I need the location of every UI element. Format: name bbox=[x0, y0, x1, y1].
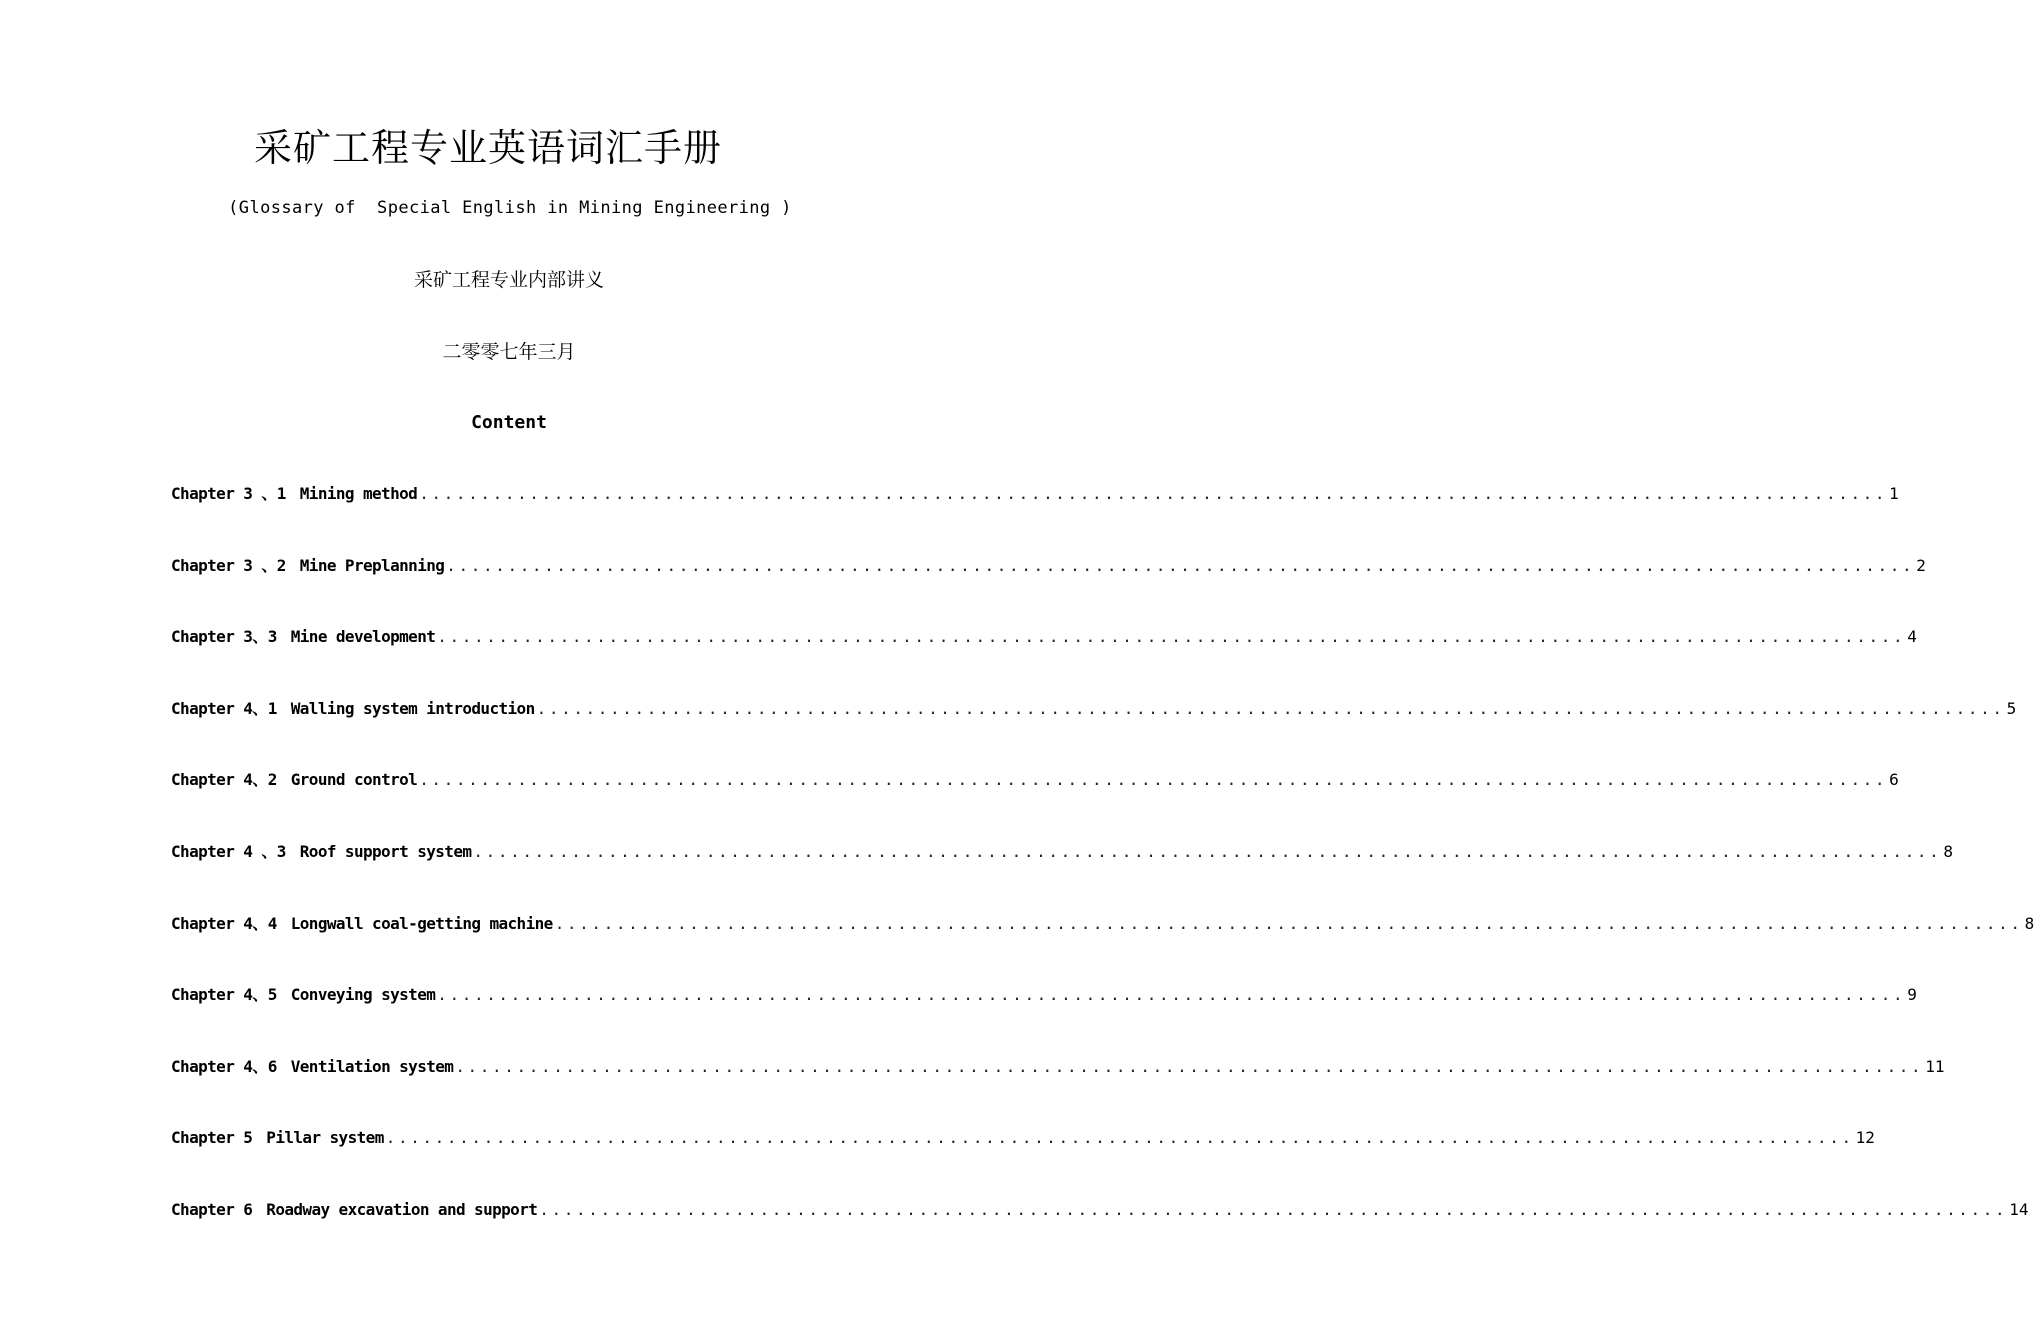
toc-page-number: 5 bbox=[2006, 698, 2017, 718]
toc-chapter-number: Chapter 4、2 bbox=[171, 770, 277, 790]
toc-chapter-title: Conveying system bbox=[290, 985, 436, 1005]
toc-dot-leader: ........................................................................................................................ bbox=[419, 770, 1888, 790]
toc-entry[interactable] bbox=[171, 767, 1899, 839]
english-subtitle: (Glossary of Special English in Mining Engineering ) bbox=[228, 198, 792, 218]
toc-entry[interactable] bbox=[171, 1125, 1875, 1197]
toc-chapter-title: Roof support system bbox=[299, 841, 472, 861]
toc-chapter-number: Chapter 4、1 bbox=[171, 698, 277, 718]
toc-entry[interactable] bbox=[171, 1197, 2029, 1269]
toc-dot-leader: ........................................................................................................................ bbox=[536, 698, 2005, 718]
toc-dot-leader: ........................................................................................................................ bbox=[437, 985, 1906, 1005]
toc-chapter-title: Mine development bbox=[290, 627, 436, 647]
chinese-subtitle: 采矿工程专业内部讲义 bbox=[413, 269, 604, 291]
toc-page-number: 6 bbox=[1889, 770, 1899, 790]
toc-chapter-number: Chapter 4、6 bbox=[171, 1056, 277, 1076]
toc-entry[interactable] bbox=[171, 839, 1953, 911]
toc-chapter-title: Pillar system bbox=[266, 1128, 384, 1148]
toc-chapter-number: Chapter 5 bbox=[171, 1128, 253, 1148]
toc-chapter-title: Mining method bbox=[299, 484, 418, 503]
toc-page-number: 8 bbox=[1943, 841, 1953, 861]
toc-chapter-title: Longwall coal-getting machine bbox=[290, 913, 553, 933]
toc-chapter-number: Chapter 3 、2 bbox=[171, 555, 286, 575]
document-title: 采矿工程专业英语词汇手册 bbox=[253, 126, 722, 170]
toc-entry[interactable] bbox=[171, 1054, 1945, 1126]
toc-dot-leader: ........................................................................................................................ bbox=[385, 1128, 1854, 1148]
toc-chapter-title: Roadway excavation and support bbox=[266, 1199, 538, 1219]
document-date: 二零零七年三月 bbox=[442, 341, 576, 363]
toc-page-number: 2 bbox=[1916, 555, 1926, 575]
toc-chapter-number: Chapter 3、3 bbox=[171, 627, 277, 647]
toc-page-number: 8 bbox=[2024, 913, 2034, 933]
table-of-contents-heading: Content bbox=[471, 412, 547, 433]
toc-dot-leader: ........................................................................................................................ bbox=[446, 555, 1915, 575]
toc-chapter-number: Chapter 3 、1 bbox=[171, 484, 286, 503]
toc-page-number: 9 bbox=[1907, 985, 1917, 1005]
toc-chapter-title: Ventilation system bbox=[290, 1056, 454, 1076]
toc-entry[interactable] bbox=[171, 911, 2034, 983]
toc-page-number: 12 bbox=[1855, 1128, 1875, 1148]
table-of-contents bbox=[171, 481, 2034, 1269]
toc-dot-leader: ........................................................................................................................ bbox=[455, 1056, 1924, 1076]
toc-page-number: 14 bbox=[2009, 1199, 2029, 1219]
toc-page-number: 4 bbox=[1907, 627, 1917, 647]
toc-chapter-number: Chapter 4、5 bbox=[171, 985, 277, 1005]
toc-chapter-number: Chapter 4 、3 bbox=[171, 841, 286, 861]
toc-entry[interactable] bbox=[171, 982, 1917, 1054]
toc-dot-leader: ........................................................................................................................ bbox=[554, 913, 2023, 933]
toc-chapter-number: Chapter 6 bbox=[171, 1199, 253, 1219]
toc-dot-leader: ........................................................................................................................ bbox=[419, 484, 1888, 503]
toc-page-number: 11 bbox=[1925, 1056, 1945, 1076]
toc-chapter-number: Chapter 4、4 bbox=[171, 913, 277, 933]
toc-entry[interactable] bbox=[171, 553, 1926, 625]
toc-entry[interactable] bbox=[171, 481, 1899, 553]
toc-chapter-title: Walling system introduction bbox=[290, 698, 535, 718]
toc-dot-leader: ........................................................................................................................ bbox=[473, 841, 1942, 861]
toc-page-number: 1 bbox=[1889, 484, 1899, 503]
toc-dot-leader: ........................................................................................................................ bbox=[539, 1199, 2008, 1219]
toc-dot-leader: ........................................................................................................................ bbox=[437, 627, 1906, 647]
toc-chapter-title: Ground control bbox=[290, 770, 418, 790]
toc-entry[interactable] bbox=[171, 624, 1917, 696]
toc-chapter-title: Mine Preplanning bbox=[299, 555, 445, 575]
toc-entry[interactable] bbox=[171, 696, 2017, 768]
